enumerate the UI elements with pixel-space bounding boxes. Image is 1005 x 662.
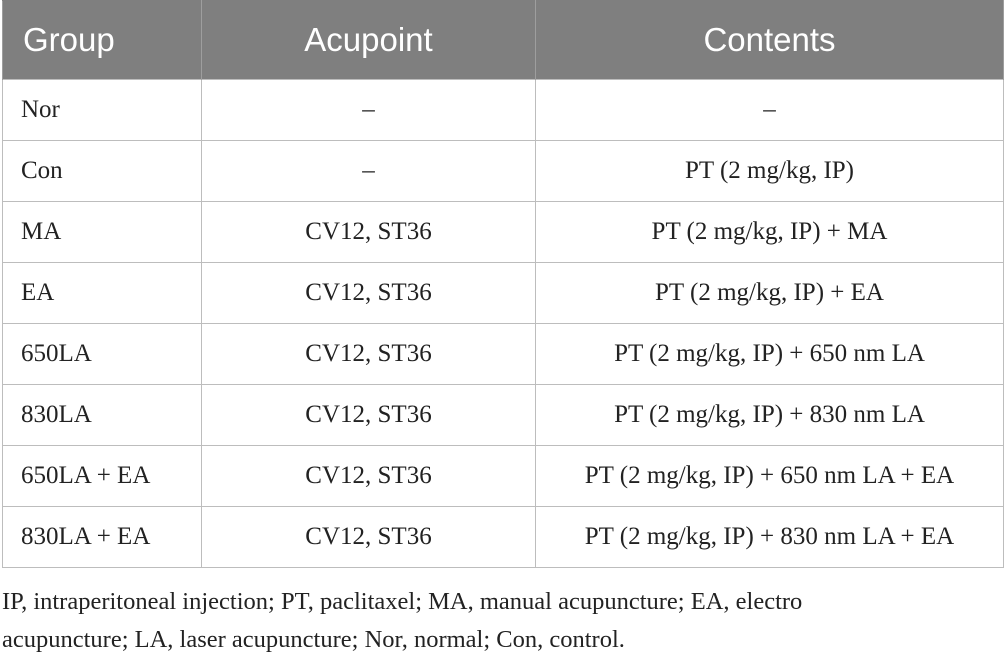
cell-contents: PT (2 mg/kg, IP) + 650 nm LA: [536, 324, 1004, 385]
table-row: [3, 263, 1004, 324]
cell-contents: PT (2 mg/kg, IP) + EA: [536, 263, 1004, 324]
cell-acupoint: –: [202, 141, 536, 202]
cell-group: 650LA: [3, 324, 202, 385]
cell-contents: PT (2 mg/kg, IP) + MA: [536, 202, 1004, 263]
cell-acupoint: CV12, ST36: [202, 263, 536, 324]
cell-acupoint: CV12, ST36: [202, 507, 536, 568]
table-row: [3, 507, 1004, 568]
cell-group: Con: [3, 141, 202, 202]
table-row: [3, 80, 1004, 141]
table-row: [3, 141, 1004, 202]
cell-contents: –: [536, 80, 1004, 141]
footnote-line-2: acupuncture; LA, laser acupuncture; Nor, normal; Con, control.: [2, 626, 625, 653]
header-contents: Contents: [536, 1, 1004, 80]
footnote-line-1: IP, intraperitoneal injection; PT, paclitaxel; MA, manual acupuncture; EA, electro: [2, 588, 803, 615]
cell-contents: PT (2 mg/kg, IP): [536, 141, 1004, 202]
cell-group: MA: [3, 202, 202, 263]
cell-group: 830LA: [3, 385, 202, 446]
header-acupoint: Acupoint: [202, 1, 536, 80]
table-header-row: [3, 1, 1004, 80]
cell-contents: PT (2 mg/kg, IP) + 830 nm LA: [536, 385, 1004, 446]
cell-group: Nor: [3, 80, 202, 141]
cell-acupoint: CV12, ST36: [202, 385, 536, 446]
cell-group: 830LA + EA: [3, 507, 202, 568]
cell-acupoint: –: [202, 80, 536, 141]
table-row: [3, 385, 1004, 446]
cell-contents: PT (2 mg/kg, IP) + 650 nm LA + EA: [536, 446, 1004, 507]
table-footnote: [2, 583, 992, 659]
groups-table: [2, 0, 1004, 568]
cell-acupoint: CV12, ST36: [202, 202, 536, 263]
cell-contents: PT (2 mg/kg, IP) + 830 nm LA + EA: [536, 507, 1004, 568]
cell-group: 650LA + EA: [3, 446, 202, 507]
cell-group: EA: [3, 263, 202, 324]
cell-acupoint: CV12, ST36: [202, 446, 536, 507]
header-group: Group: [3, 1, 202, 80]
table-row: [3, 202, 1004, 263]
cell-acupoint: CV12, ST36: [202, 324, 536, 385]
table-row: [3, 324, 1004, 385]
table-row: [3, 446, 1004, 507]
